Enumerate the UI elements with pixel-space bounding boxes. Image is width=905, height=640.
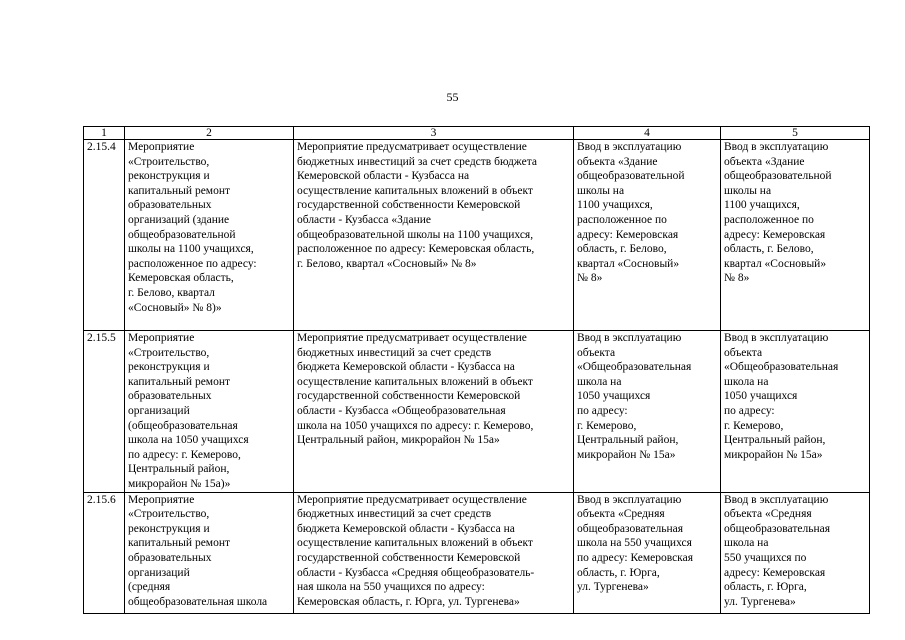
- row-number: 2.15.6: [84, 492, 125, 613]
- table-row: [84, 492, 870, 613]
- header-cell: 4: [574, 127, 721, 140]
- expected-result: Ввод в эксплуатацию объекта «Средняя общеобразовательная школа на 550 учащихся по адресу: Кемеровская область, г. Юрга, ул. Тургенева»: [574, 492, 721, 613]
- measure-description: Мероприятие предусматривает осуществление бюджетных инвестиций за счет средств бюджета Кемеровской области - Кузбасса на осуществление капитальных вложений в объект государственной собственности Кемеровской области - Кузбасса «Общеобразовательная школа на 1050 учащихся по адресу: г. Кемерово, Центральный район, микрорайон № 15а»: [294, 331, 574, 493]
- measure-description: Мероприятие предусматривает осуществление бюджетных инвестиций за счет средств бюджета Кемеровской области - Кузбасса на осуществление капитальных вложений в объект государственной собственности Кемеровской области - Кузбасса «Здание общеобразовательной школы на 1100 учащихся, расположенное по адресу: Кемеровская область, г. Белово, квартал «Сосновый» № 8»: [294, 140, 574, 331]
- measure-name: Мероприятие «Строительство, реконструкция и капитальный ремонт образовательных организаций (общеобразовательная школа на 1050 учащихся по адресу: г. Кемерово, Центральный район, микрорайон № 15а)»: [125, 331, 294, 493]
- header-cell: 5: [721, 127, 870, 140]
- expected-result: Ввод в эксплуатацию объекта «Здание общеобразовательной школы на 1100 учащихся, расположенное по адресу: Кемеровская область, г. Белово, квартал «Сосновый» № 8»: [574, 140, 721, 331]
- measure-description: Мероприятие предусматривает осуществление бюджетных инвестиций за счет средств бюджета Кемеровской области - Кузбасса на осуществление капитальных вложений в объект государственной собственности Кемеровской области - Кузбасса «Средняя общеобразователь- ная школа на 550 учащихся по адресу: Кемеровская область, г. Юрга, ул. Тургенева»: [294, 492, 574, 613]
- header-cell: 2: [125, 127, 294, 140]
- measure-name: Мероприятие «Строительство, реконструкция и капитальный ремонт образовательных организаций (здание общеобразовательной школы на 1100 учащихся, расположенное по адресу: Кемеровская область, г. Белово, квартал «Сосновый» № 8)»: [125, 140, 294, 331]
- result-indicator: Ввод в эксплуатацию объекта «Общеобразовательная школа на 1050 учащихся по адресу: г. Кемерово, Центральный район, микрорайон № 15а»: [721, 331, 870, 493]
- header-cell: 1: [84, 127, 125, 140]
- page-number: 55: [446, 90, 459, 104]
- result-indicator: Ввод в эксплуатацию объекта «Средняя общеобразовательная школа на 550 учащихся по адресу: Кемеровская область, г. Юрга, ул. Тургенева»: [721, 492, 870, 613]
- header-cell: 3: [294, 127, 574, 140]
- table-header-row: [84, 127, 870, 140]
- measure-name: Мероприятие «Строительство, реконструкция и капитальный ремонт образовательных организаций (средняя общеобразовательная школа: [125, 492, 294, 613]
- table-row: [84, 140, 870, 331]
- measures-table: [83, 126, 870, 614]
- table-row: [84, 331, 870, 493]
- expected-result: Ввод в эксплуатацию объекта «Общеобразовательная школа на 1050 учащихся по адресу: г. Кемерово, Центральный район, микрорайон № 15а»: [574, 331, 721, 493]
- result-indicator: Ввод в эксплуатацию объекта «Здание общеобразовательной школы на 1100 учащихся, расположенное по адресу: Кемеровская область, г. Белово, квартал «Сосновый» № 8»: [721, 140, 870, 331]
- row-number: 2.15.4: [84, 140, 125, 331]
- row-number: 2.15.5: [84, 331, 125, 493]
